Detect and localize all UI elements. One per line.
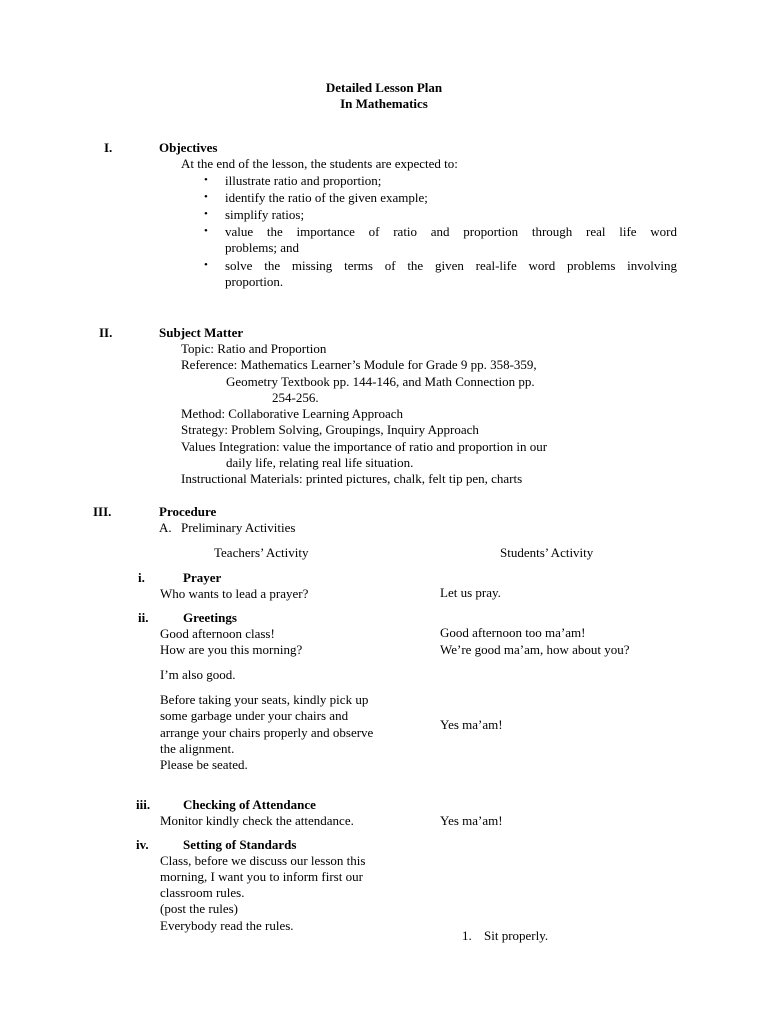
- objective-item: identify the ratio of the given example;: [225, 190, 428, 205]
- bullet-icon: •: [204, 174, 208, 186]
- bullet-icon: •: [204, 225, 208, 237]
- objective-item: illustrate ratio and proportion;: [225, 173, 382, 188]
- column-header-students: Students’ Activity: [500, 545, 594, 560]
- teacher-line: I’m also good.: [160, 667, 236, 682]
- teacher-line: Class, before we discuss our lesson this: [160, 853, 366, 868]
- section-numeral-procedure: III.: [93, 504, 112, 519]
- subject-values: Values Integration: value the importance of ratio and proportion in our: [181, 439, 548, 454]
- subject-topic: Topic: Ratio and Proportion: [181, 341, 327, 356]
- subject-method: Method: Collaborative Learning Approach: [181, 406, 404, 421]
- student-line: Yes ma’am!: [440, 813, 503, 828]
- teacher-line: Everybody read the rules.: [160, 918, 294, 933]
- activity-numeral: ii.: [138, 610, 149, 625]
- teacher-line: classroom rules.: [160, 885, 245, 900]
- teacher-line: Good afternoon class!: [160, 626, 275, 641]
- section-numeral-objectives: I.: [104, 140, 113, 155]
- teacher-line: Please be seated.: [160, 757, 248, 772]
- student-line: Yes ma’am!: [440, 717, 503, 732]
- teacher-line: How are you this morning?: [160, 642, 303, 657]
- objective-item: value the importance of ratio and proportion through real life word: [225, 224, 677, 239]
- bullet-icon: •: [204, 191, 208, 203]
- rule-number: 1.: [462, 928, 472, 943]
- section-heading-procedure: Procedure: [159, 504, 217, 519]
- activity-numeral: iv.: [136, 837, 149, 852]
- subject-strategy: Strategy: Problem Solving, Groupings, Inquiry Approach: [181, 422, 479, 437]
- subject-values-continued: daily life, relating real life situation.: [226, 455, 414, 470]
- objective-item: solve the missing terms of the given real-life word problems involving: [225, 258, 677, 273]
- activity-heading-greetings: Greetings: [183, 610, 237, 625]
- teacher-line: the alignment.: [160, 741, 235, 756]
- objective-item: simplify ratios;: [225, 207, 305, 222]
- teacher-line: some garbage under your chairs and: [160, 708, 349, 723]
- section-numeral-subject-matter: II.: [99, 325, 113, 340]
- subsection-letter: A.: [159, 520, 172, 535]
- activity-heading-standards: Setting of Standards: [183, 837, 297, 852]
- rule-text: Sit properly.: [484, 928, 549, 943]
- student-line: Let us pray.: [440, 585, 501, 600]
- section-heading-objectives: Objectives: [159, 140, 218, 155]
- objective-item-continued: problems; and: [225, 240, 300, 255]
- teacher-line: morning, I want you to inform first our: [160, 869, 363, 884]
- subject-materials: Instructional Materials: printed pictures, chalk, felt tip pen, charts: [181, 471, 523, 486]
- teacher-line: arrange your chairs properly and observe: [160, 725, 374, 740]
- teacher-line: Before taking your seats, kindly pick up: [160, 692, 369, 707]
- student-line: We’re good ma’am, how about you?: [440, 642, 630, 657]
- teacher-line: Monitor kindly check the attendance.: [160, 813, 354, 828]
- activity-numeral: iii.: [136, 797, 151, 812]
- column-header-teachers: Teachers’ Activity: [214, 545, 309, 560]
- bullet-icon: •: [204, 208, 208, 220]
- activity-numeral: i.: [138, 570, 145, 585]
- objective-item-continued: proportion.: [225, 274, 284, 289]
- document-subtitle: In Mathematics: [340, 96, 428, 111]
- document-title: Detailed Lesson Plan: [325, 80, 443, 95]
- student-line: Good afternoon too ma’am!: [440, 625, 586, 640]
- bullet-icon: •: [204, 259, 208, 271]
- subsection-heading: Preliminary Activities: [181, 520, 296, 535]
- subject-reference-continued: 254-256.: [272, 390, 319, 405]
- subject-reference-continued: Geometry Textbook pp. 144-146, and Math Connection pp.: [226, 374, 535, 389]
- teacher-line: Who wants to lead a prayer?: [160, 586, 309, 601]
- teacher-line: (post the rules): [160, 901, 238, 916]
- objectives-intro: At the end of the lesson, the students are expected to:: [181, 156, 458, 171]
- activity-heading-prayer: Prayer: [183, 570, 222, 585]
- subject-reference: Reference: Mathematics Learner’s Module for Grade 9 pp. 358-359,: [181, 357, 537, 372]
- section-heading-subject-matter: Subject Matter: [159, 325, 244, 340]
- activity-heading-attendance: Checking of Attendance: [183, 797, 316, 812]
